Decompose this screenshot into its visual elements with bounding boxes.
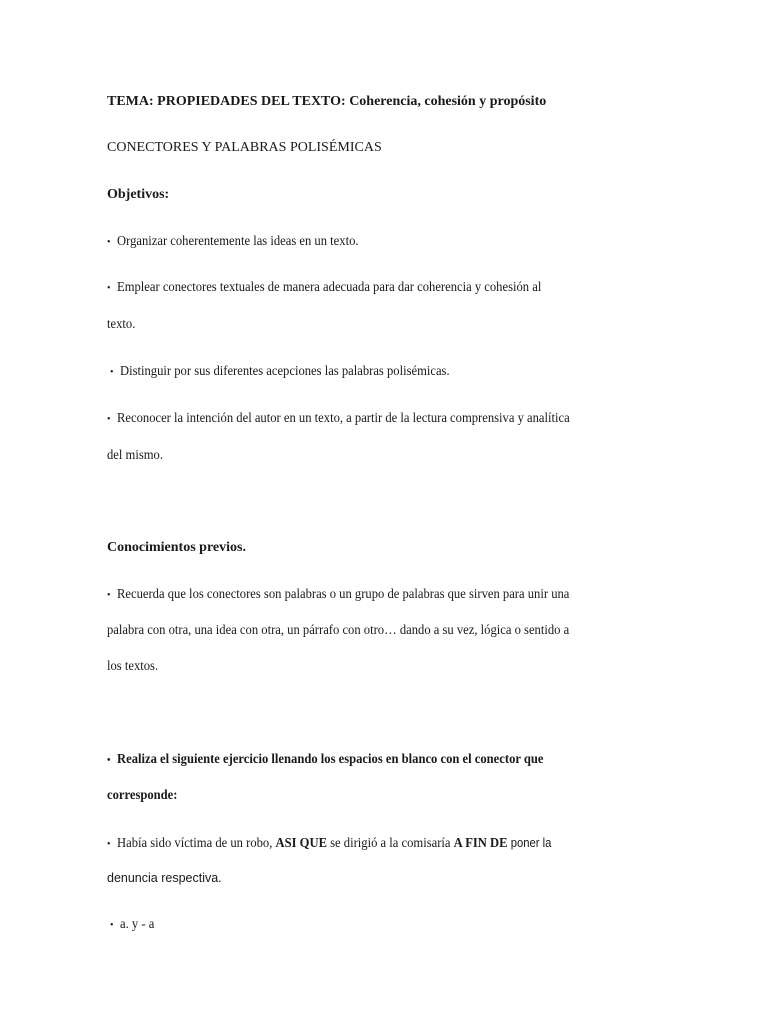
example-part: Había sido víctima de un robo, [117, 836, 276, 851]
bullet-icon: • [107, 237, 111, 248]
connector-word: A FIN DE [453, 836, 508, 851]
document-subtitle [107, 139, 708, 157]
prior-heading [107, 539, 708, 557]
prior-text: Recuerda que los conectores son palabras o un grupo de palabras que sirven para unir una [117, 587, 570, 602]
example-sentence-continuation [107, 869, 708, 888]
prior-text: palabra con otra, una idea con otra, un párrafo con otro… dando a su vez, lógica o sentido a [107, 623, 570, 638]
objective-text: Organizar coherentemente las ideas en un texto. [117, 234, 359, 249]
document-title [107, 93, 708, 111]
bullet-icon: • [107, 755, 111, 766]
prior-paragraph-line [107, 586, 708, 605]
bullet-icon: • [107, 839, 111, 850]
objective-text: Emplear conectores textuales de manera adecuada para dar coherencia y cohesión al [117, 280, 542, 295]
bullet-icon: • [110, 920, 114, 931]
example-sentence [107, 834, 708, 854]
objective-item [107, 279, 708, 298]
exercise-text: corresponde: [107, 788, 178, 803]
objective-item [107, 410, 708, 429]
objective-text: texto. [107, 317, 136, 332]
bullet-icon: • [107, 590, 111, 601]
exercise-instruction [107, 787, 708, 805]
option-text: a. y - a [120, 917, 155, 932]
objectives-heading-text: Objetivos: [107, 187, 170, 202]
bullet-icon: • [107, 414, 111, 425]
bullet-icon: • [110, 367, 114, 378]
prior-paragraph-line [107, 622, 708, 640]
example-text [117, 834, 551, 853]
objective-text: del mismo. [107, 448, 164, 463]
document-title-text: TEMA: PROPIEDADES DEL TEXTO: Coherencia, cohesión y propósito [107, 94, 547, 109]
objective-continuation [107, 316, 708, 334]
connector-word: ASI QUE [275, 836, 327, 851]
example-text: denuncia respectiva. [107, 871, 222, 885]
objectives-heading [107, 186, 708, 204]
answer-option [110, 916, 708, 935]
objective-text: Reconocer la intención del autor en un texto, a partir de la lectura comprensiva y analítica [117, 411, 570, 426]
prior-text: los textos. [107, 659, 159, 674]
objective-item [110, 363, 708, 382]
document-subtitle-text: CONECTORES Y PALABRAS POLISÉMICAS [107, 140, 382, 155]
exercise-instruction [107, 751, 708, 770]
prior-paragraph-line [107, 658, 708, 676]
objective-text: Distinguir por sus diferentes acepciones las palabras polisémicas. [120, 364, 450, 379]
bullet-icon: • [107, 283, 111, 294]
objective-item [107, 233, 708, 252]
objective-continuation [107, 447, 708, 465]
example-part: se dirigió a la comisaría [326, 836, 454, 851]
example-part: poner la [507, 836, 552, 850]
exercise-text: Realiza el siguiente ejercicio llenando los espacios en blanco con el conector que [117, 752, 544, 767]
prior-heading-text: Conocimientos previos. [107, 540, 246, 555]
